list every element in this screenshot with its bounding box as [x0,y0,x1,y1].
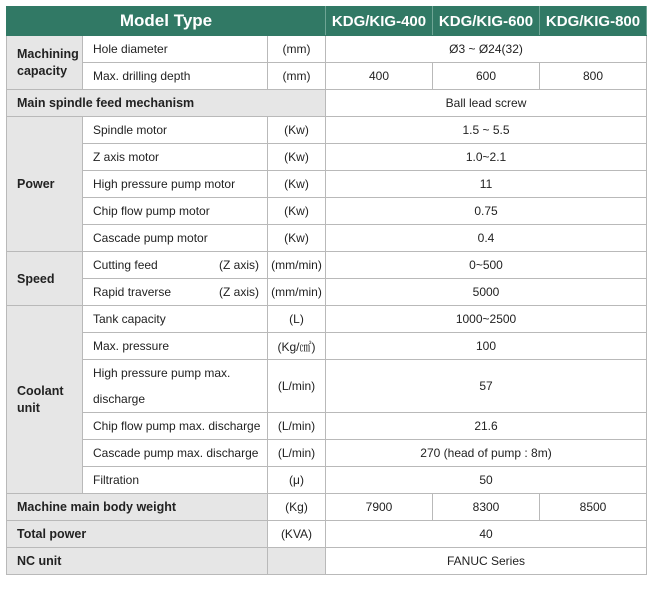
unit-nc-unit-empty [268,548,326,575]
table-row [7,521,647,548]
unit-cascade-discharge: (L/min) [268,440,326,467]
category-machining: Machining capacity [7,36,83,90]
table-row [7,225,647,252]
model-600: KDG/KIG-600 [433,7,540,36]
value-depth-400: 400 [326,63,433,90]
unit-tank-capacity: (L) [268,306,326,333]
unit-max-pressure: (Kg/㎠) [268,333,326,360]
item-hole-diameter: Hole diameter [83,36,268,63]
item-cascade-discharge: Cascade pump max. discharge [83,440,268,467]
table-row [7,467,647,494]
item-high-pressure-pump-motor: High pressure pump motor [83,171,268,198]
model-800: KDG/KIG-800 [540,7,647,36]
item-filtration: Filtration [83,467,268,494]
value-cutting-feed: 0~500 [326,252,647,279]
table-row [7,90,647,117]
value-rapid-traverse: 5000 [326,279,647,306]
table-row [7,252,647,279]
item-chip-flow-discharge: Chip flow pump max. discharge [83,413,268,440]
item-z-axis-motor: Z axis motor [83,144,268,171]
table-row [7,333,647,360]
value-max-pressure: 100 [326,333,647,360]
value-cascade-pump-motor: 0.4 [326,225,647,252]
category-total-power: Total power [7,521,268,548]
value-hole-diameter: Ø3 ~ Ø24(32) [326,36,647,63]
table-row [7,63,647,90]
item-cutting-feed-label: Cutting feed [93,258,158,272]
category-speed: Speed [7,252,83,306]
item-spindle-motor: Spindle motor [83,117,268,144]
unit-cascade-pump-motor: (Kw) [268,225,326,252]
value-weight-400: 7900 [326,494,433,521]
item-max-pressure: Max. pressure [83,333,268,360]
unit-rapid-traverse: (mm/min) [268,279,326,306]
value-depth-600: 600 [433,63,540,90]
unit-high-pressure-pump-motor: (Kw) [268,171,326,198]
unit-chip-flow-pump-motor: (Kw) [268,198,326,225]
category-body-weight: Machine main body weight [7,494,268,521]
table-row [7,171,647,198]
table-row [7,117,647,144]
table-row [7,360,647,413]
unit-body-weight: (Kg) [268,494,326,521]
table-row [7,144,647,171]
unit-total-power: (KVA) [268,521,326,548]
category-nc-unit: NC unit [7,548,268,575]
unit-spindle-motor: (Kw) [268,117,326,144]
value-feed-mechanism: Ball lead screw [326,90,647,117]
spec-table [6,6,647,575]
unit-filtration: (μ) [268,467,326,494]
table-row [7,306,647,333]
value-nc-unit: FANUC Series [326,548,647,575]
value-depth-800: 800 [540,63,647,90]
table-row [7,494,647,521]
item-drilling-depth: Max. drilling depth [83,63,268,90]
item-cascade-pump-motor: Cascade pump motor [83,225,268,252]
item-chip-flow-pump-motor: Chip flow pump motor [83,198,268,225]
value-cascade-discharge: 270 (head of pump : 8m) [326,440,647,467]
category-power: Power [7,117,83,252]
value-weight-600: 8300 [433,494,540,521]
table-row [7,198,647,225]
table-row [7,548,647,575]
unit-drilling-depth: (mm) [268,63,326,90]
item-rapid-traverse-label: Rapid traverse [93,285,172,299]
item-rapid-traverse [83,279,268,306]
unit-hole-diameter: (mm) [268,36,326,63]
unit-chip-flow-discharge: (L/min) [268,413,326,440]
value-filtration: 50 [326,467,647,494]
table-row [7,279,647,306]
value-weight-800: 8500 [540,494,647,521]
unit-cutting-feed: (mm/min) [268,252,326,279]
table-row [7,440,647,467]
value-chip-flow-discharge: 21.6 [326,413,647,440]
value-tank-capacity: 1000~2500 [326,306,647,333]
value-high-pressure-pump-motor: 11 [326,171,647,198]
unit-z-axis-motor: (Kw) [268,144,326,171]
model-400: KDG/KIG-400 [326,7,433,36]
model-type-title: Model Type [7,7,326,36]
value-chip-flow-pump-motor: 0.75 [326,198,647,225]
category-feed-mechanism: Main spindle feed mechanism [7,90,326,117]
category-coolant: Coolant unit [7,306,83,494]
item-rapid-traverse-axis: (Z axis) [219,285,259,299]
value-high-pressure-discharge: 57 [326,360,647,413]
item-tank-capacity: Tank capacity [83,306,268,333]
value-z-axis-motor: 1.0~2.1 [326,144,647,171]
item-cutting-feed [83,252,268,279]
table-row [7,36,647,63]
item-high-pressure-discharge: High pressure pump max. discharge [83,360,268,413]
value-total-power: 40 [326,521,647,548]
table-row [7,413,647,440]
item-cutting-feed-axis: (Z axis) [219,258,259,272]
value-spindle-motor: 1.5 ~ 5.5 [326,117,647,144]
header-row [7,7,647,36]
unit-high-pressure-discharge: (L/min) [268,360,326,413]
